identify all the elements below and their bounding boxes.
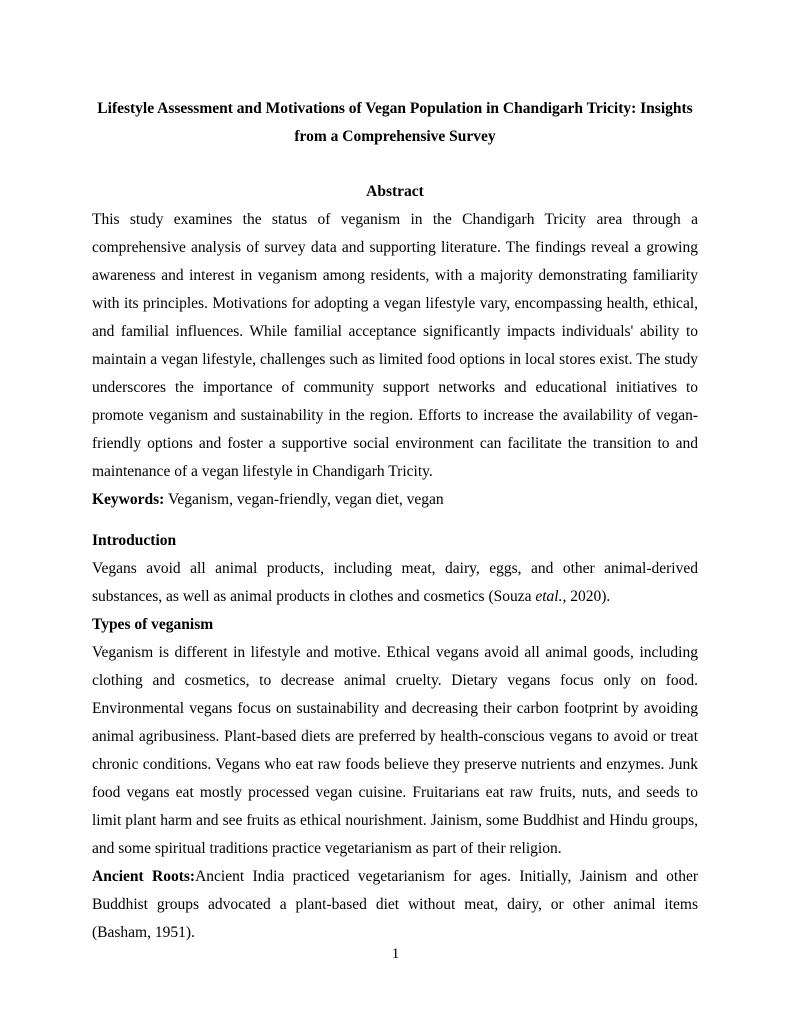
introduction-citation-italic: etal., [535,588,567,605]
ancient-roots-paragraph [92,863,698,947]
abstract-heading: Abstract [366,183,424,200]
introduction-text-after-citation: 2020). [570,588,611,605]
keywords-label: Keywords: [92,491,165,508]
keywords-line [92,486,698,514]
keywords-text: Veganism, vegan-friendly, vegan diet, vegan [167,491,444,508]
page-number: 1 [391,946,400,962]
introduction-text: Vegans avoid all animal products, including meat, dairy, eggs, and other animal-derived substances, as well as animal products in clothes and cosmetics (Souza [92,560,698,605]
introduction-paragraph [92,555,698,611]
abstract-paragraph: This study examines the status of veganism in the Chandigarh Tricity area through a comprehensive analysis of survey data and supporting literature. The findings reveal a growing awareness and interest in veganism among residents, with a majority demonstrating familiarity with its principles. Motivations for adopting a vegan lifestyle vary, encompassing health, ethical, and familial influences. While familial acceptance significantly impacts individuals' ability to maintain a vegan lifestyle, challenges such as limited food options in local stores exist. The study underscores the importance of community support networks and educational initiatives to promote veganism and sustainability in the region. Efforts to increase the availability of vegan-friendly options and foster a supportive social environment can facilitate the transition to and maintenance of a vegan lifestyle in Chandigarh Tricity. [92,211,698,480]
ancient-roots-label: Ancient Roots: [92,868,196,885]
paper-title: Lifestyle Assessment and Motivations of Vegan Population in Chandigarh Tricity: Insights from a Comprehensive Survey [97,100,693,145]
types-of-veganism-paragraph: Veganism is different in lifestyle and motive. Ethical vegans avoid all animal goods, including clothing and cosmetics, to decrease animal cruelty. Dietary vegans focus only on food. Environmental vegans focus on sustainability and decreasing their carbon footprint by avoiding animal agribusiness. Plant-based diets are preferred by health-conscious vegans to avoid or treat chronic conditions. Vegans who eat raw foods believe they preserve nutrients and enzymes. Junk food vegans eat mostly processed vegan cuisine. Fruitarians eat raw fruits, nuts, and seeds to limit plant harm and see fruits as ethical nourishment. Jainism, some Buddhist and Hindu groups, and some spiritual traditions practice vegetarianism as part of their religion. [92,644,698,857]
ancient-roots-text: Ancient India practiced vegetarianism for ages. Initially, Jainism and other Buddhist groups advocated a plant-based diet without meat, dairy, or other animal items (Basham, 1951). [92,868,698,941]
types-of-veganism-heading: Types of veganism [92,616,214,633]
introduction-heading: Introduction [92,532,177,549]
